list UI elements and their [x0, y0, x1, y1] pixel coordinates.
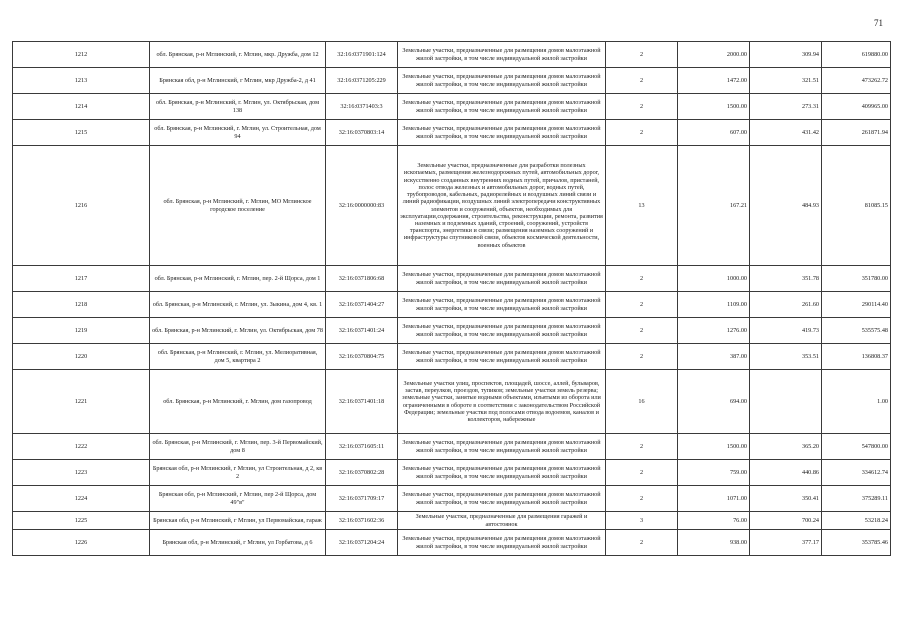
cadastral-number-cell: 32:16:0370803:14: [326, 120, 398, 146]
table-row: [13, 318, 891, 344]
land-use-cell: Земельные участки, предназначенные для размещения домов малоэтажной жилой застройки, в том числе индивидуальной жилой застройки: [398, 292, 606, 318]
land-use-cell: Земельные участки, предназначенные для размещения домов малоэтажной жилой застройки, в том числе индивидуальной жилой застройки: [398, 530, 606, 556]
land-use-cell: Земельные участки, предназначенные для размещения домов малоэтажной жилой застройки, в том числе индивидуальной жилой застройки: [398, 42, 606, 68]
specific-value-cell: 309.94: [750, 42, 822, 68]
specific-value-cell: 273.31: [750, 94, 822, 120]
specific-value-cell: 484.93: [750, 146, 822, 266]
category-code-cell: 2: [606, 344, 678, 370]
area-cell: 1071.00: [678, 486, 750, 512]
cadastral-value-cell: 261871.94: [822, 120, 891, 146]
table-row: [13, 42, 891, 68]
cadastral-number-cell: 32:16:0000000:83: [326, 146, 398, 266]
table-row: [13, 512, 891, 530]
land-use-cell: Земельные участки, предназначенные для размещения домов малоэтажной жилой застройки, в том числе индивидуальной жилой застройки: [398, 434, 606, 460]
table-row: [13, 486, 891, 512]
category-code-cell: 3: [606, 512, 678, 530]
cadastral-value-cell: 535575.48: [822, 318, 891, 344]
row-number: 1212: [13, 42, 150, 68]
page-number: 71: [874, 18, 883, 28]
area-cell: 1500.00: [678, 434, 750, 460]
category-code-cell: 2: [606, 94, 678, 120]
specific-value-cell: 440.86: [750, 460, 822, 486]
cadastral-value-cell: 136808.37: [822, 344, 891, 370]
row-number: 1221: [13, 370, 150, 434]
row-number: 1215: [13, 120, 150, 146]
cadastral-value-cell: 351780.00: [822, 266, 891, 292]
table-row: [13, 344, 891, 370]
area-cell: 76.00: [678, 512, 750, 530]
table-row: [13, 94, 891, 120]
category-code-cell: 13: [606, 146, 678, 266]
cadastral-value-cell: 619880.00: [822, 42, 891, 68]
category-code-cell: 2: [606, 318, 678, 344]
cadastral-value-cell: 1.00: [822, 370, 891, 434]
specific-value-cell: 377.17: [750, 530, 822, 556]
address-cell: обл. Брянская, р-н Мглинский, г. Мглин, ул. Октябрьская, дом 138: [150, 94, 326, 120]
row-number: 1225: [13, 512, 150, 530]
address-cell: обл. Брянская, р-н Мглинский, г. Мглин, мкр. Дружба, дом 12: [150, 42, 326, 68]
row-number: 1220: [13, 344, 150, 370]
cadastral-value-cell: 353785.46: [822, 530, 891, 556]
address-cell: обл. Брянская, р-н Мглинский, г. Мглин, ул. Зыкина, дом 4, кв. 1: [150, 292, 326, 318]
cadastral-number-cell: 32:16:0370804:75: [326, 344, 398, 370]
address-cell: Брянская обл, р-н Мглинский, г Мглин, мкр Дружба-2, д 41: [150, 68, 326, 94]
area-cell: 694.00: [678, 370, 750, 434]
cadastral-value-cell: 290114.40: [822, 292, 891, 318]
cadastral-number-cell: 32:16:0371605:11: [326, 434, 398, 460]
address-cell: Брянская обл, р-н Мглинский, г Мглин, ул Горбатова, д 6: [150, 530, 326, 556]
cadastral-value-cell: 53218.24: [822, 512, 891, 530]
cadastral-value-cell: 473262.72: [822, 68, 891, 94]
category-code-cell: 2: [606, 460, 678, 486]
category-code-cell: 2: [606, 434, 678, 460]
table-row: [13, 460, 891, 486]
address-cell: обл. Брянская, р-н Мглинский, г. Мглин, пер. 2-й Щорса, дом 1: [150, 266, 326, 292]
specific-value-cell: [750, 370, 822, 434]
row-number: 1219: [13, 318, 150, 344]
cadastral-value-cell: 334612.74: [822, 460, 891, 486]
address-cell: обл. Брянская, р-н Мглинский, г. Мглин, ул. Октябрьская, дом 78: [150, 318, 326, 344]
row-number: 1217: [13, 266, 150, 292]
land-use-cell: Земельные участки, предназначенные для размещения домов малоэтажной жилой застройки, в том числе индивидуальной жилой застройки: [398, 486, 606, 512]
cadastral-number-cell: 32:16:0371401:18: [326, 370, 398, 434]
cadastral-value-cell: 81085.15: [822, 146, 891, 266]
category-code-cell: 2: [606, 120, 678, 146]
area-cell: 1500.00: [678, 94, 750, 120]
cadastral-number-cell: 32:16:0371806:68: [326, 266, 398, 292]
land-use-cell: Земельные участки, предназначенные для разработки полезных ископаемых, размещения железнодорожных путей, автомобильных дорог, искусственно созданных внутренних водных путей, причалов, пристаней, полос отвода железных и автомобильных дорог, водных путей, трубопроводов, кабельных, радиорелейных и воздушных линий связи и линий радиофикации, воздушных линий электропередачи конструктивных элементов и сооружений, объектов, необходимых для эксплуатации,содержания, строительства, реконструкции, ремонта, развития наземных и подземных зданий, строений, сооружений, устройств транспорта, энергетики и связи; размещения наземных сооружений и инфраструктуры спутниковой связи, объектов космической деятельности, военных объектов: [398, 146, 606, 266]
row-number: 1216: [13, 146, 150, 266]
specific-value-cell: 419.73: [750, 318, 822, 344]
land-use-cell: Земельные участки, предназначенные для размещения домов малоэтажной жилой застройки, в том числе индивидуальной жилой застройки: [398, 94, 606, 120]
row-number: 1224: [13, 486, 150, 512]
area-cell: 2000.00: [678, 42, 750, 68]
cadastral-number-cell: 32:16:0371709:17: [326, 486, 398, 512]
address-cell: обл. Брянская, р-н Мглинский, г. Мглин, МО Мглинское городское поселение: [150, 146, 326, 266]
category-code-cell: 2: [606, 42, 678, 68]
area-cell: 167.21: [678, 146, 750, 266]
land-use-cell: Земельные участки, предназначенные для размещения домов малоэтажной жилой застройки, в том числе индивидуальной жилой застройки: [398, 344, 606, 370]
table-row: [13, 146, 891, 266]
category-code-cell: 2: [606, 530, 678, 556]
area-cell: 938.00: [678, 530, 750, 556]
cadastral-value-table: [12, 41, 891, 556]
table-row: [13, 530, 891, 556]
category-code-cell: 2: [606, 486, 678, 512]
area-cell: 607.00: [678, 120, 750, 146]
land-use-cell: Земельные участки, предназначенные для размещения гаражей и автостоянок: [398, 512, 606, 530]
table-row: [13, 292, 891, 318]
address-cell: Брянская обл, р-н Мглинский, г Мглин, ул Строительная, д 2, кв 2: [150, 460, 326, 486]
land-use-cell: Земельные участки, предназначенные для размещения домов малоэтажной жилой застройки, в том числе индивидуальной жилой застройки: [398, 120, 606, 146]
table-row: [13, 434, 891, 460]
table-row: [13, 120, 891, 146]
row-number: 1222: [13, 434, 150, 460]
area-cell: 1276.00: [678, 318, 750, 344]
address-cell: Брянская обл, р-н Мглинский, г Мглин, ул Первомайская, гараж: [150, 512, 326, 530]
specific-value-cell: 350.41: [750, 486, 822, 512]
cadastral-value-cell: 375289.11: [822, 486, 891, 512]
land-use-cell: Земельные участки, предназначенные для размещения домов малоэтажной жилой застройки, в том числе индивидуальной жилой застройки: [398, 318, 606, 344]
row-number: 1226: [13, 530, 150, 556]
cadastral-number-cell: 32:16:0371204:24: [326, 530, 398, 556]
cadastral-number-cell: 32:16:0371401:24: [326, 318, 398, 344]
table-body: [13, 42, 891, 556]
area-cell: 387.00: [678, 344, 750, 370]
cadastral-number-cell: 32:16:0371403:3: [326, 94, 398, 120]
category-code-cell: 2: [606, 292, 678, 318]
address-cell: обл. Брянская, р-н Мглинский, г. Мглин, ул. Строительная, дом 94: [150, 120, 326, 146]
category-code-cell: 16: [606, 370, 678, 434]
area-cell: 1000.00: [678, 266, 750, 292]
address-cell: обл. Брянская, р-н Мглинский, г. Мглин, дом газопровод: [150, 370, 326, 434]
land-use-cell: Земельные участки, предназначенные для размещения домов малоэтажной жилой застройки, в том числе индивидуальной жилой застройки: [398, 460, 606, 486]
row-number: 1223: [13, 460, 150, 486]
land-use-cell: Земельные участки, предназначенные для размещения домов малоэтажной жилой застройки, в том числе индивидуальной жилой застройки: [398, 266, 606, 292]
specific-value-cell: 321.51: [750, 68, 822, 94]
area-cell: 1472.00: [678, 68, 750, 94]
category-code-cell: 2: [606, 68, 678, 94]
specific-value-cell: 353.51: [750, 344, 822, 370]
cadastral-number-cell: 32:16:0371901:124: [326, 42, 398, 68]
table-row: [13, 266, 891, 292]
cadastral-number-cell: 32:16:0371205:229: [326, 68, 398, 94]
area-cell: 1109.00: [678, 292, 750, 318]
row-number: 1218: [13, 292, 150, 318]
row-number: 1213: [13, 68, 150, 94]
cadastral-number-cell: 32:16:0371602:36: [326, 512, 398, 530]
area-cell: 759.00: [678, 460, 750, 486]
specific-value-cell: 365.20: [750, 434, 822, 460]
specific-value-cell: 261.60: [750, 292, 822, 318]
specific-value-cell: 700.24: [750, 512, 822, 530]
cadastral-value-cell: 409965.00: [822, 94, 891, 120]
table-row: [13, 68, 891, 94]
cadastral-value-cell: 547800.00: [822, 434, 891, 460]
address-cell: обл. Брянская, р-н Мглинский, г. Мглин, пер. 3-й Первомайский, дом 8: [150, 434, 326, 460]
cadastral-number-cell: 32:16:0370802:28: [326, 460, 398, 486]
land-use-cell: Земельные участки, предназначенные для размещения домов малоэтажной жилой застройки, в том числе индивидуальной жилой застройки: [398, 68, 606, 94]
table-row: [13, 370, 891, 434]
land-use-cell: Земельные участки улиц, проспектов, площадей, шоссе, аллей, бульваров, застав, переулков, проездов, тупиков; земельные участки земель резерва; земельные участки, занятые водными объектами, изъятыми из оборота или ограниченными в обороте в соответствии с законодательством Российской Федерации; земельные участки под полосами отвода водоемов, каналов и коллекторов, набережные: [398, 370, 606, 434]
address-cell: Брянская обл, р-н Мглинский, г Мглин, пер 2-й Щорса, дом 49"в": [150, 486, 326, 512]
address-cell: обл. Брянская, р-н Мглинский, г. Мглин, ул. Мелиоративная, дом 5, квартира 2: [150, 344, 326, 370]
cadastral-number-cell: 32:16:0371404:27: [326, 292, 398, 318]
row-number: 1214: [13, 94, 150, 120]
category-code-cell: 2: [606, 266, 678, 292]
specific-value-cell: 351.78: [750, 266, 822, 292]
specific-value-cell: 431.42: [750, 120, 822, 146]
